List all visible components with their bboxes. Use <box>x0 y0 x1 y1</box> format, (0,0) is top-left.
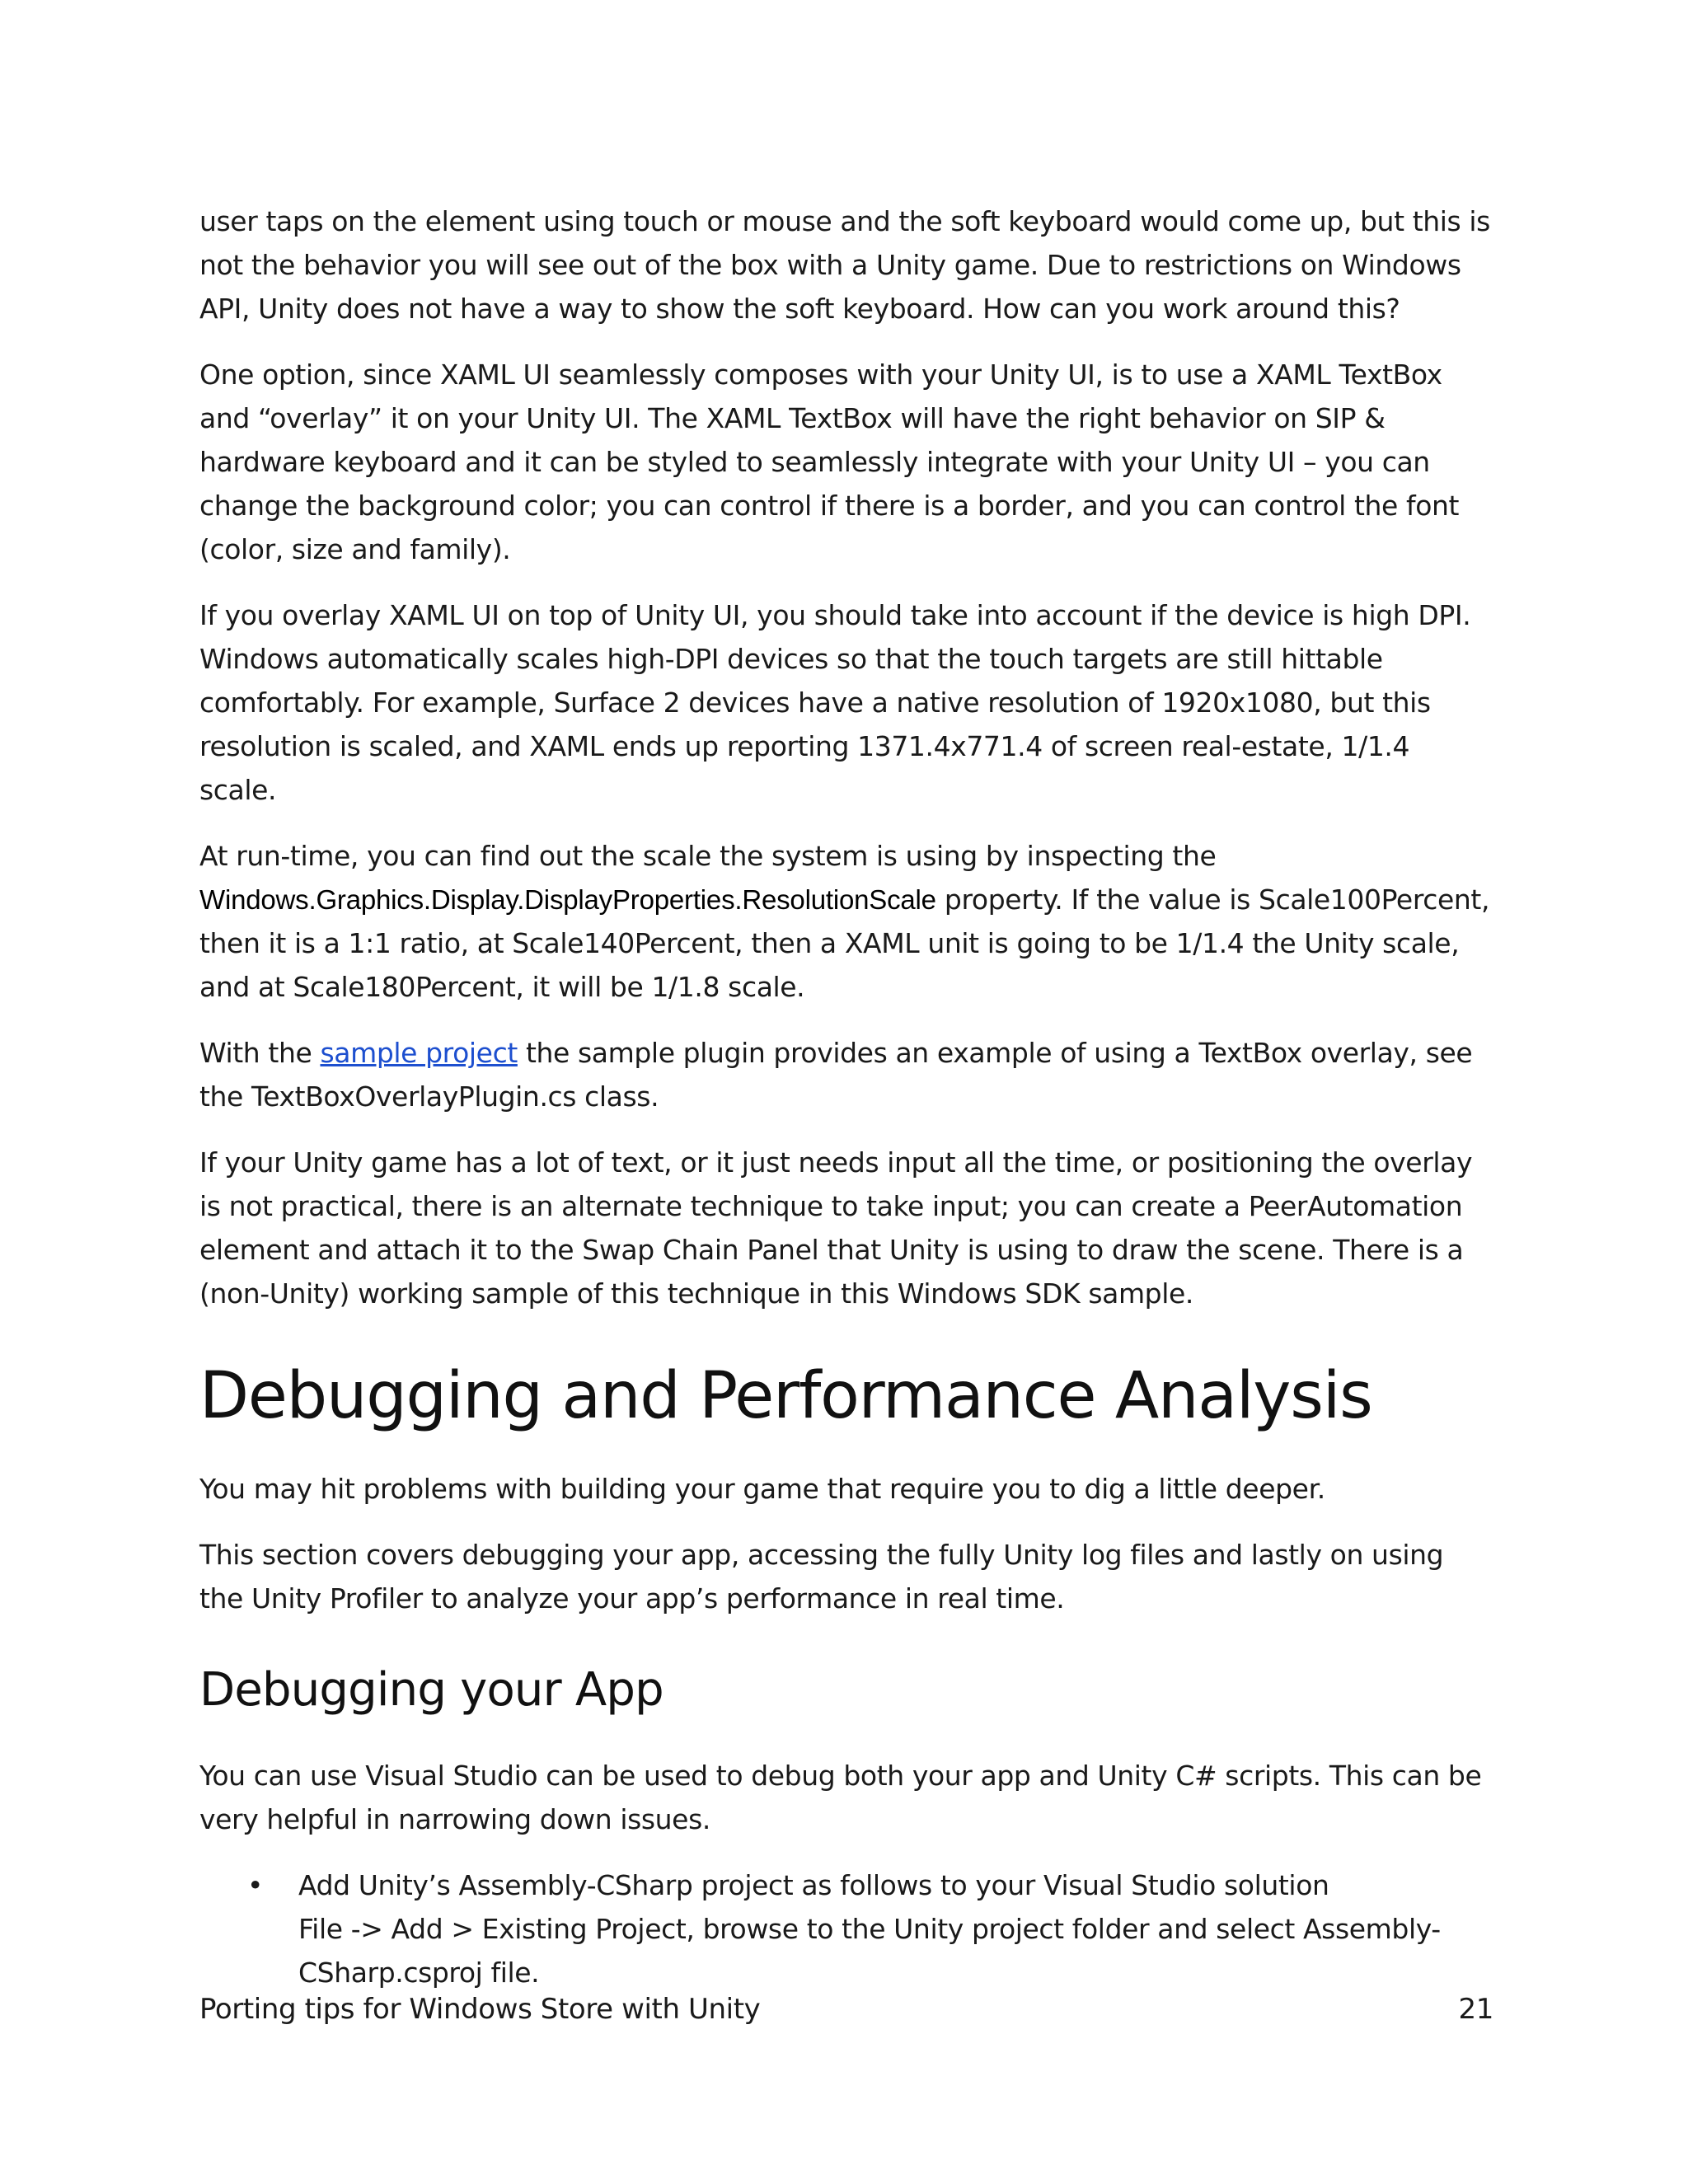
body-paragraph-4 <box>199 834 1493 1009</box>
body-paragraph-1: user taps on the element using touch or mouse and the soft keyboard would come up, but this is not the behavior you will see out of the box with a Unity game. Due to restrictions on Windows API, Unity does not have a way to show the soft keyboard. How can you work around this? <box>199 205 1490 325</box>
list-item <box>199 1863 1493 1994</box>
subsection-heading: Debugging your App <box>199 1663 663 1717</box>
resolution-scale-api-name: Windows.Graphics.Display.DisplayProperties.ResolutionScale <box>199 884 936 915</box>
bullet-marker: • <box>247 1869 264 1901</box>
footer-page-number: 21 <box>1458 1993 1493 2026</box>
page-footer <box>199 1990 1493 2029</box>
body-paragraph-2: One option, since XAML UI seamlessly composes with your Unity UI, is to use a XAML TextBox and “overlay” it on your Unity UI. The XAML TextBox will have the right behavior on SIP & hardware keyboard and it can be styled to seamlessly integrate with your Unity UI – you can change the background color; you can control if there is a border, and you can control the font (color, size and family). <box>199 359 1460 565</box>
paragraph-4-suffix: property. If the value is Scale100Percent, then it is a 1:1 ratio, at Scale140Percent, then a XAML unit is going to be 1/1.4 the Unity scale, and at Scale180Percent, it will be 1/1.8 scale. <box>199 883 1490 1003</box>
paragraph-5-prefix: With the <box>199 1037 312 1069</box>
paragraph-4-prefix: At run-time, you can find out the scale the system is using by inspecting the <box>199 840 1217 872</box>
list-item-line-2: File -> Add > Existing Project, browse to the Unity project folder and select Assembly-CSharp.csproj file. <box>298 1913 1441 1989</box>
section-paragraph-1: You may hit problems with building your game that require you to dig a little deeper. <box>199 1473 1325 1505</box>
body-paragraph-3: If you overlay XAML UI on top of Unity UI, you should take into account if the device is high DPI. Windows automatically scales high-DPI devices so that the touch targets are still hittable comfortably. For example, Surface 2 devices have a native resolution of 1920x1080, but this resolution is scaled, and XAML ends up reporting 1371.4x771.4 of screen real-estate, 1/1.4 scale. <box>199 599 1471 806</box>
subsection-paragraph-1: You can use Visual Studio can be used to debug both your app and Unity C# scripts. This can be very helpful in narrowing down issues. <box>199 1760 1482 1835</box>
body-paragraph-5 <box>199 1031 1493 1118</box>
section-paragraph-2: This section covers debugging your app, accessing the fully Unity log files and lastly on using the Unity Profiler to analyze your app’s performance in real time. <box>199 1539 1444 1615</box>
page-content <box>199 199 1493 1994</box>
section-heading: Debugging and Performance Analysis <box>199 1359 1372 1433</box>
list-item-line-1: Add Unity’s Assembly-CSharp project as follows to your Visual Studio solution <box>298 1869 1329 1901</box>
footer-document-title: Porting tips for Windows Store with Unity <box>199 1993 761 2026</box>
sample-project-link[interactable]: sample project <box>320 1037 518 1069</box>
body-paragraph-6: If your Unity game has a lot of text, or it just needs input all the time, or positioning the overlay is not practical, there is an alternate technique to take input; you can create a PeerAutomation element and attach it to the Swap Chain Panel that Unity is using to draw the scene. There is a (non-Unity) working sample of this technique in this Windows SDK sample. <box>199 1146 1473 1310</box>
bullet-list <box>199 1863 1493 1994</box>
paragraph-5-suffix: the sample plugin provides an example of using a TextBox overlay, see the TextBoxOverlayPlugin.cs class. <box>199 1037 1473 1113</box>
